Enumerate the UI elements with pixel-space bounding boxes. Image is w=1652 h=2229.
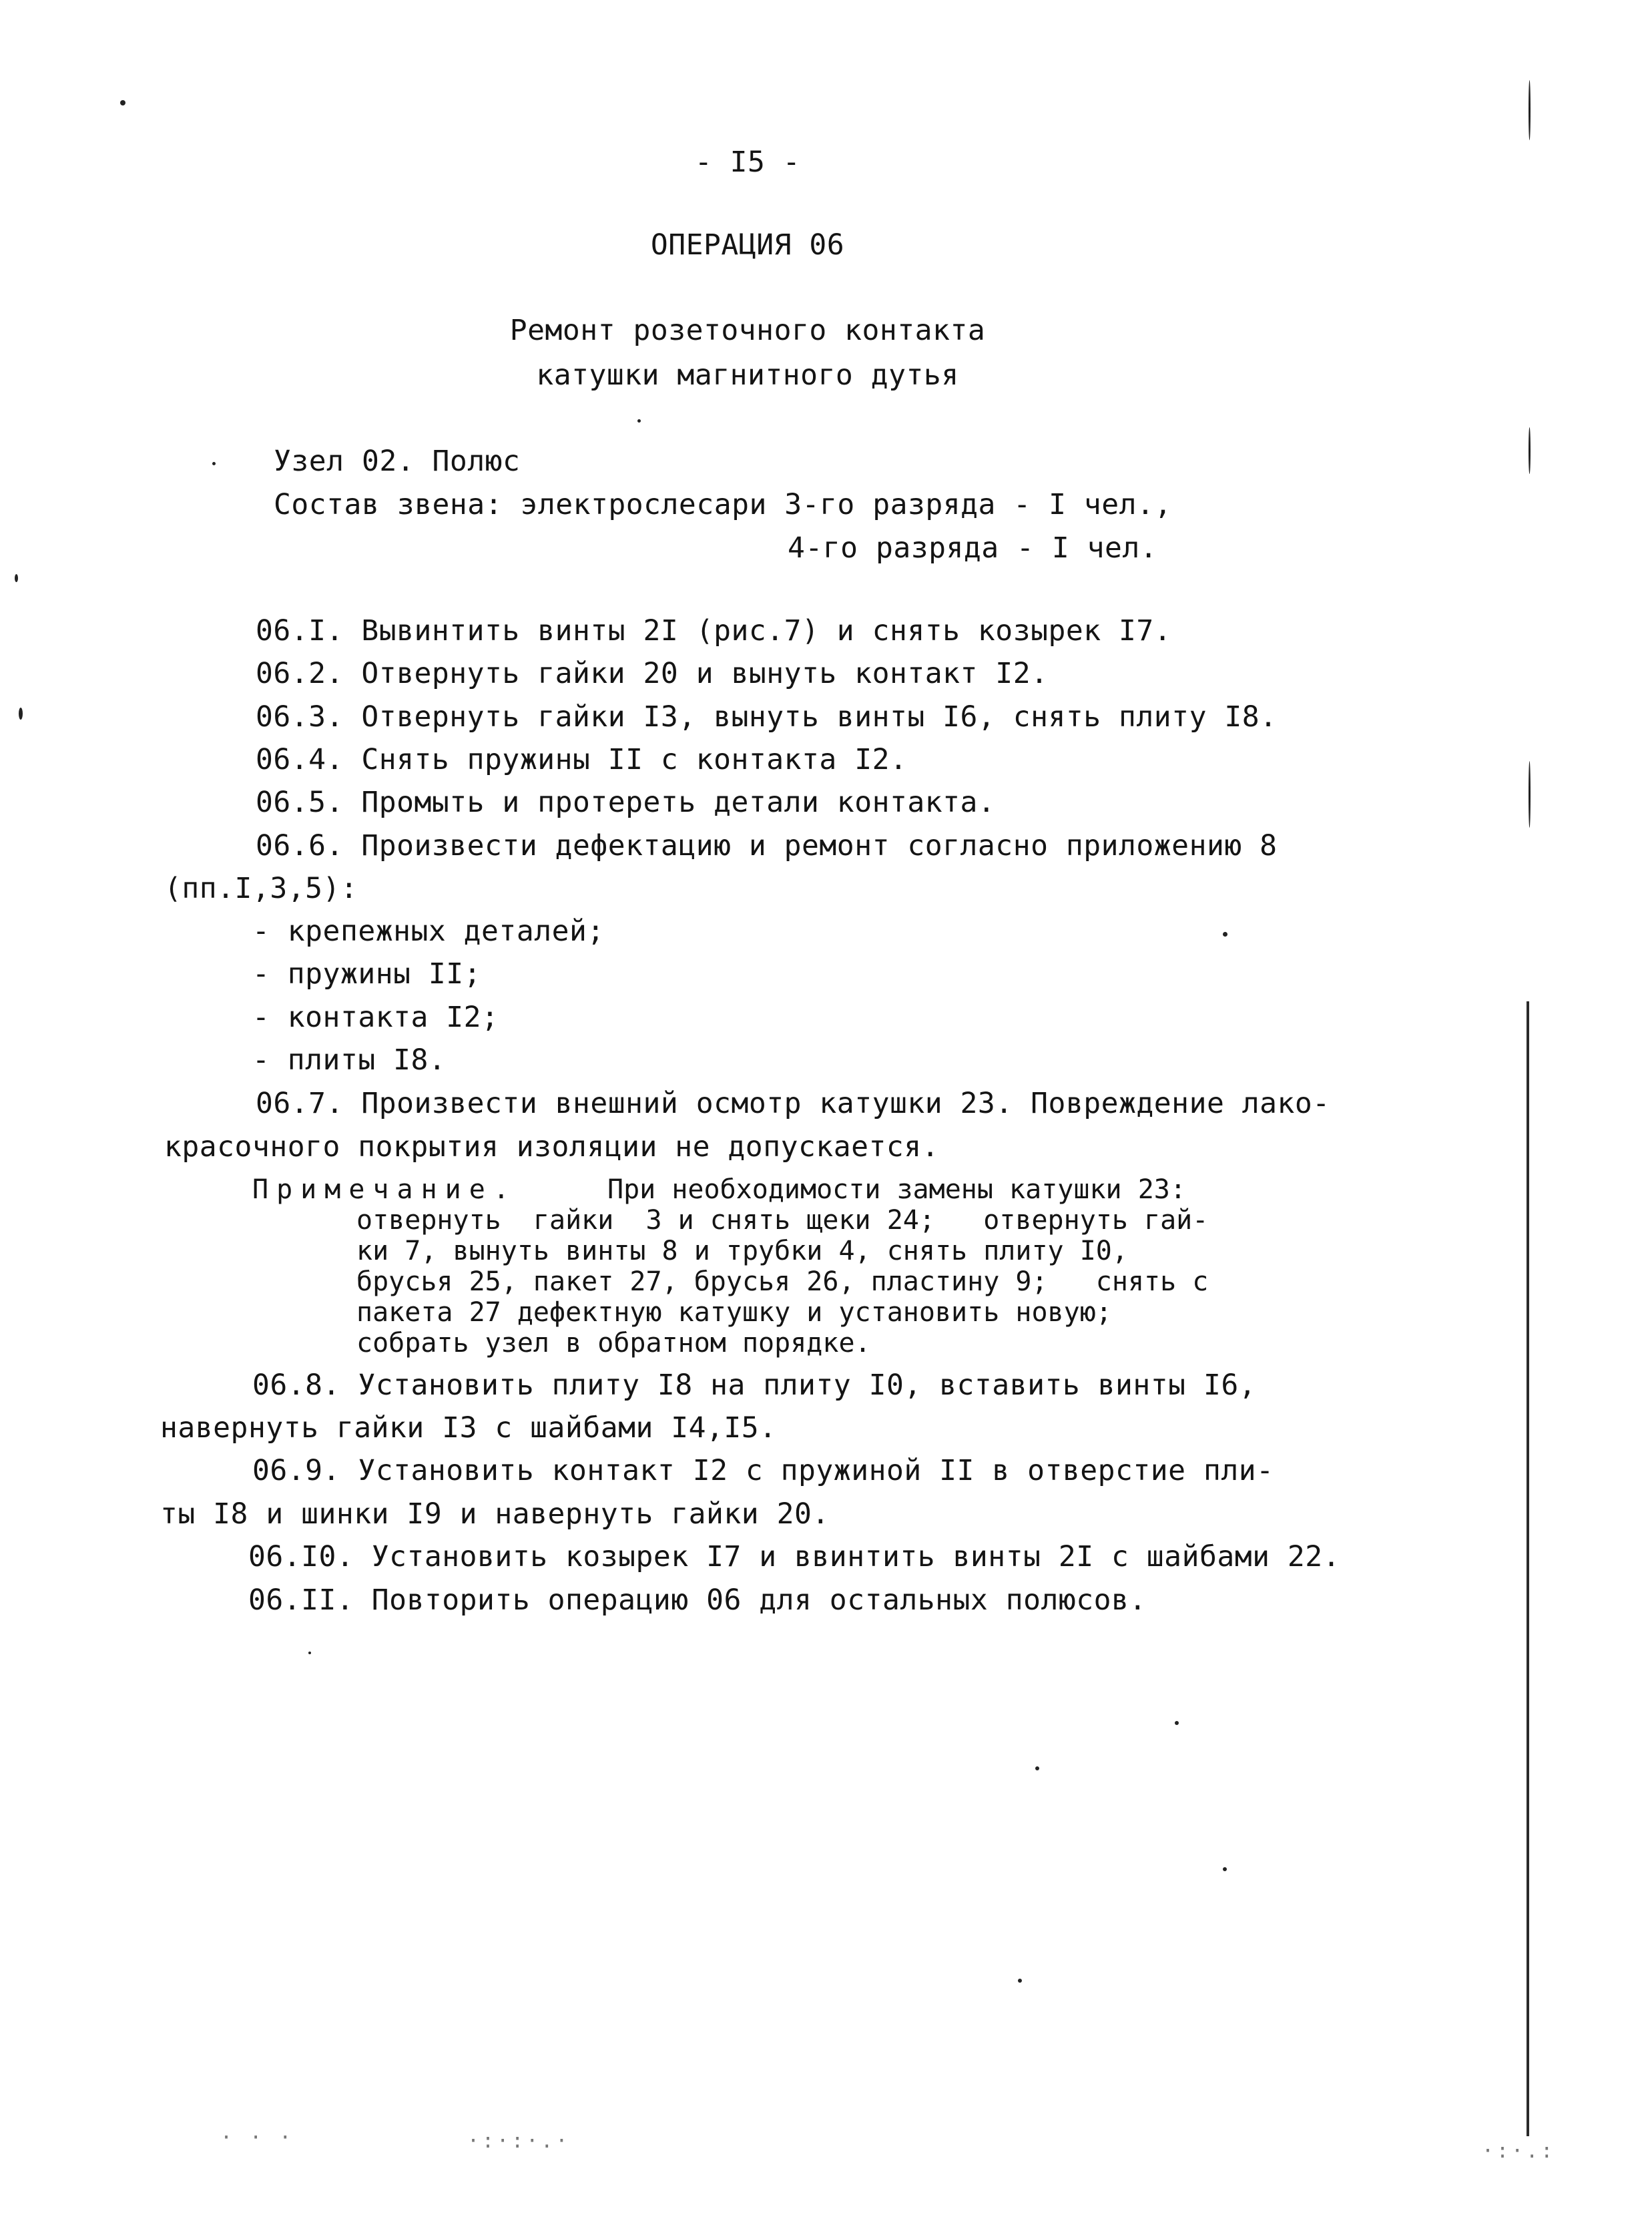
page-number: - I5 - bbox=[694, 146, 801, 179]
crew-line-1: Состав звена: электрослесари 3-го разряда - I чел., bbox=[274, 488, 1172, 521]
note-line-4: брусья 25, пакет 27, брусья 26, пластину 9; снять с bbox=[356, 1266, 1209, 1297]
step-06-4: 06.4. Снять пружины II с контакта I2. bbox=[256, 743, 908, 776]
scan-speck bbox=[212, 462, 216, 465]
list-item: - крепежных деталей; bbox=[252, 915, 605, 948]
step-06-7: 06.7. Произвести внешний осмотр катушки 23. Повреждение лако- bbox=[256, 1087, 1330, 1120]
list-item: - плиты I8. bbox=[252, 1043, 447, 1077]
scan-noise: ·:·.: bbox=[1482, 2140, 1556, 2163]
subtitle-line-2: катушки магнитного дутья bbox=[536, 358, 959, 392]
scan-speck bbox=[1035, 1766, 1039, 1770]
step-06-8: 06.8. Установить плиту I8 на плиту I0, вставить винты I6, bbox=[252, 1369, 1257, 1402]
scan-speck bbox=[1223, 1867, 1227, 1871]
step-06-8-continued: навернуть гайки I3 с шайбами I4,I5. bbox=[160, 1411, 777, 1445]
note-line-6: собрать узел в обратном порядке. bbox=[356, 1328, 871, 1358]
step-06-5: 06.5. Промыть и протереть детали контакта. bbox=[256, 786, 996, 819]
step-06-2: 06.2. Отвернуть гайки 20 и вынуть контакт I2. bbox=[256, 657, 1049, 690]
scan-speck bbox=[15, 574, 18, 582]
scan-speck bbox=[637, 419, 641, 423]
step-06-9: 06.9. Установить контакт I2 с пружиной II в отверстие пли- bbox=[252, 1454, 1274, 1487]
list-item: - контакта I2; bbox=[252, 1001, 499, 1034]
scan-speck bbox=[19, 708, 23, 720]
step-06-1: 06.I. Вывинтить винты 2I (рис.7) и снять козырек I7. bbox=[256, 614, 1172, 648]
scan-edge-rule bbox=[1527, 1001, 1529, 2136]
step-06-7-continued: красочного покрытия изоляции не допускается. bbox=[164, 1130, 940, 1164]
note-line-3: ки 7, вынуть винты 8 и трубки 4, снять плиту I0, bbox=[356, 1236, 1128, 1266]
scan-noise: · · · bbox=[220, 2126, 294, 2150]
note-line-1: При необходимости замены катушки 23: bbox=[607, 1174, 1186, 1205]
step-06-6: 06.6. Произвести дефектацию и ремонт согласно приложению 8 bbox=[256, 829, 1278, 862]
step-06-3: 06.3. Отвернуть гайки I3, вынуть винты I6, снять плиту I8. bbox=[256, 700, 1278, 734]
operation-title: ОПЕРАЦИЯ 06 bbox=[650, 228, 845, 262]
crew-line-2: 4-го разряда - I чел. bbox=[788, 531, 1158, 565]
scan-noise: ·:·:·.· bbox=[467, 2130, 571, 2153]
scan-speck bbox=[1018, 1979, 1022, 1983]
subtitle-line-1: Ремонт розеточного контакта bbox=[509, 314, 986, 347]
step-06-9-continued: ты I8 и шинки I9 и навернуть гайки 20. bbox=[160, 1497, 830, 1531]
note-line-5: пакета 27 дефектную катушку и установить новую; bbox=[356, 1297, 1112, 1328]
note-line-2: отвернуть гайки 3 и снять щеки 24; отвернуть гай- bbox=[356, 1205, 1209, 1236]
scan-speck bbox=[1223, 932, 1227, 937]
step-06-6-continued: (пп.I,3,5): bbox=[164, 872, 358, 905]
scan-speck bbox=[1529, 427, 1531, 474]
scan-speck bbox=[308, 1652, 311, 1654]
scan-speck bbox=[1529, 80, 1531, 140]
scan-speck bbox=[120, 100, 125, 105]
scan-speck bbox=[1529, 761, 1531, 828]
list-item: - пружины II; bbox=[252, 957, 482, 991]
scan-speck bbox=[1175, 1721, 1179, 1725]
note-label: Примечание. bbox=[252, 1174, 517, 1205]
unit-label: Узел 02. Полюс bbox=[274, 445, 521, 478]
step-06-10: 06.I0. Установить козырек I7 и ввинтить винты 2I с шайбами 22. bbox=[248, 1540, 1341, 1573]
step-06-11: 06.II. Повторить операцию 06 для остальных полюсов. bbox=[248, 1583, 1147, 1617]
